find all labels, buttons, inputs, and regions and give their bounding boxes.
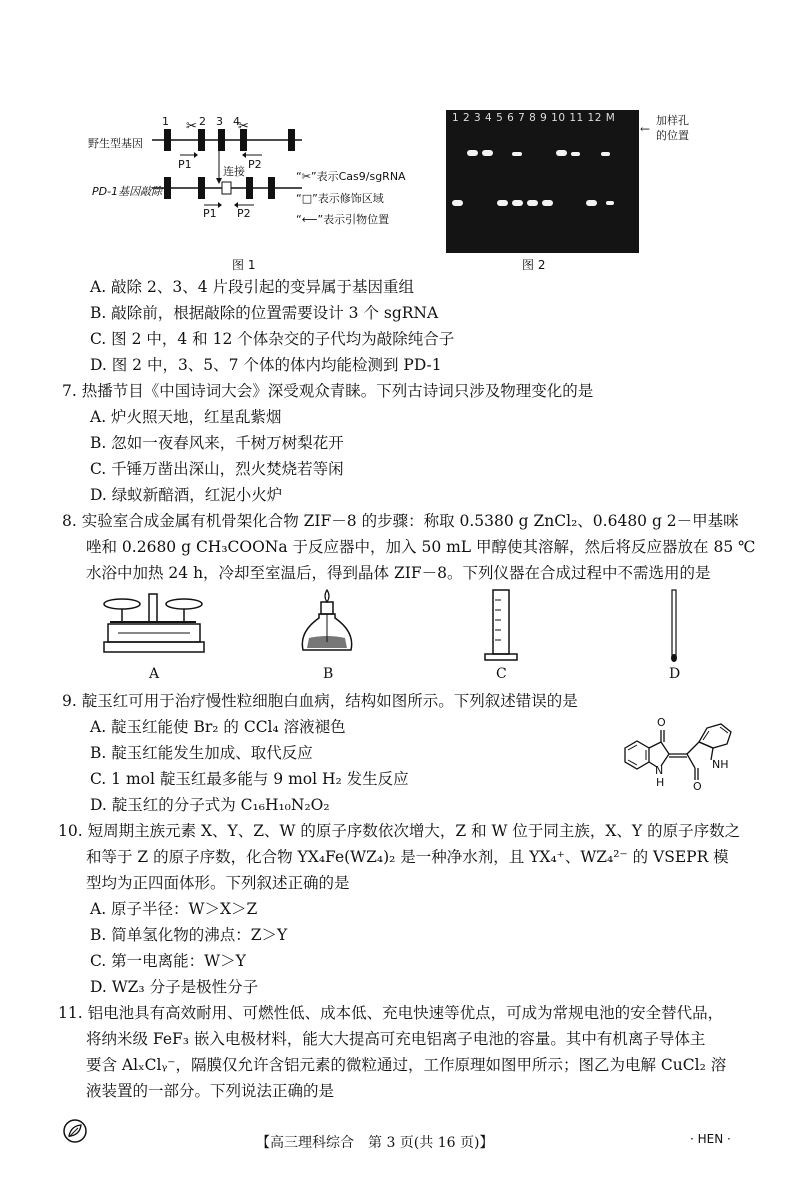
struct-nh-right: NH [712,758,729,771]
q11-stem-4: 液装置的一部分。下列说法正确的是 [86,1082,335,1100]
sample-hole-label-2: 的位置 [656,129,689,142]
gel-band [601,152,610,156]
gel-image [446,110,639,253]
svg-text:✂: ✂ [238,119,249,134]
gel-band [482,150,493,156]
q7-option-c: C. 千锤万凿出深山，烈火焚烧若等闲 [90,460,344,478]
struct-h-left: H [656,776,665,789]
gel-band [512,200,523,206]
gel-band [467,150,478,156]
gel-band [586,200,597,206]
figure-1-caption: 图 1 [232,258,256,272]
leaf-logo-icon [62,1118,88,1144]
q11-stem-1: 11. 铝电池具有高效耐用、可燃性低、成本低、充电快速等优点，可成为常规电池的安全替代品， [58,1004,724,1022]
gel-band [542,200,553,206]
q7-option-a: A. 炉火照天地，红星乱紫烟 [90,408,282,426]
footer-page-info: 【高三理科综合 第 3 页(共 16 页)】 [256,1135,494,1151]
q10-stem-1: 10. 短周期主族元素 X、Y、Z、W 的原子序数依次增大，Z 和 W 位于同主族，X、Y 的原子序数之 [58,822,741,840]
q8-stem-1: 8. 实验室合成金属有机骨架化合物 ZIF－8 的步骤：称取 0.5380 g ZnCl₂、0.6480 g 2－甲基咪 [62,512,739,530]
q9-option-c: C. 1 mol 靛玉红最多能与 9 mol H₂ 发生反应 [90,770,409,788]
q9-option-b: B. 靛玉红能发生加成、取代反应 [90,744,313,762]
gel-band [497,200,508,206]
q9-option-a: A. 靛玉红能使 Br₂ 的 CCl₄ 溶液褪色 [90,718,346,736]
ko-gene-label: PD-1基因敲除 [92,185,163,198]
q6-option-a: A. 敲除 2、3、4 片段引起的变异属于基因重组 [90,278,414,296]
q10-option-d: D. WZ₃ 分子是极性分子 [90,978,259,996]
sample-hole-arrow: ← [640,122,651,136]
gel-band [452,200,463,206]
legend-arrow: “⟵”表示引物位置 [296,213,390,226]
gel-band [606,201,614,205]
q7-stem: 7. 热播节目《中国诗词大会》深受观众青睐。下列古诗词只涉及物理变化的是 [62,382,594,400]
exon-label-1: 1 [162,115,169,128]
primer-p2-wild: P2 [248,158,262,171]
q8-stem-2: 唑和 0.2680 g CH₃COONa 于反应器中，加入 50 mL 甲醇使其溶解，然后将反应器放在 85 ℃ [86,538,756,556]
apparatus-label-a: A [149,666,160,682]
sample-hole-label: 加样孔 [656,114,689,127]
figure-2-caption: 图 2 [522,258,546,272]
exon-label-4: 4 [233,115,240,128]
footer-code: · HEN · [690,1132,731,1146]
q6-option-c: C. 图 2 中，4 和 12 个体杂交的子代均为敲除纯合子 [90,330,455,348]
gel-lane-numbers: 1 2 3 4 5 6 7 8 9 10 11 12 M [452,112,616,124]
q6-option-d: D. 图 2 中，3、5、7 个体的体内均能检测到 PD-1 [90,356,442,374]
exon-label-2: 2 [199,115,206,128]
q9-stem: 9. 靛玉红可用于治疗慢性粒细胞白血病，结构如图所示。下列叙述错误的是 [62,692,578,710]
q8-stem-3: 水浴中加热 24 h，冷却至室温后，得到晶体 ZIF－8。下列仪器在合成过程中不需选用的是 [86,564,711,582]
wild-gene-label: 野生型基因 [88,137,143,150]
svg-text:✂: ✂ [186,119,197,134]
q10-stem-2: 和等于 Z 的原子序数，化合物 YX₄Fe(WZ₄)₂ 是一种净水剂，且 YX₄⁺、WZ₄²⁻ 的 VSEPR 模 [86,848,729,866]
primer-p2-ko: P2 [237,207,251,220]
balance-apparatus [100,588,208,660]
alcohol-burner-apparatus [297,588,361,660]
q9-option-d: D. 靛玉红的分子式为 C₁₆H₁₀N₂O₂ [90,796,330,814]
gel-band [571,152,580,156]
q7-option-b: B. 忽如一夜春风来，千树万树梨花开 [90,434,344,452]
struct-o-top: O [657,716,666,729]
q10-option-c: C. 第一电离能：W＞Y [90,952,246,970]
gel-band [512,152,522,156]
q10-option-b: B. 简单氢化物的沸点：Z＞Y [90,926,288,944]
apparatus-label-d: D [669,666,681,682]
legend-scissors: “✂”表示Cas9/sgRNA [296,170,406,183]
q10-option-a: A. 原子半径：W＞X＞Z [90,900,258,918]
q6-option-b: B. 敲除前，根据敲除的位置需要设计 3 个 sgRNA [90,304,439,322]
apparatus-label-b: B [323,666,334,682]
q11-stem-2: 将纳米级 FeF₃ 嵌入电极材料，能大大提高可充电铝离子电池的容量。其中有机离子导体主 [86,1030,706,1048]
struct-o-bottom: O [693,780,702,793]
graduated-cylinder-apparatus [481,588,521,664]
gel-band [556,150,567,156]
legend-box: “□”表示修饰区域 [296,192,384,205]
exon-label-3: 3 [216,115,223,128]
gel-band [527,200,538,206]
q11-stem-3: 要含 AlₓClᵧ⁻，隔膜仅允许含铝元素的微粒通过，工作原理如图甲所示；图乙为电解 CuCl₂ 溶 [86,1056,727,1074]
connect-label: 连接 [223,165,245,178]
q7-option-d: D. 绿蚁新醅酒，红泥小火炉 [90,486,283,504]
primer-p1-ko: P1 [203,207,217,220]
apparatus-label-c: C [496,666,507,682]
primer-p1-wild: P1 [178,158,192,171]
struct-n-left: N [655,764,664,777]
q10-stem-3: 型均为正四面体形。下列叙述正确的是 [86,874,350,892]
thermometer-apparatus [664,588,684,664]
